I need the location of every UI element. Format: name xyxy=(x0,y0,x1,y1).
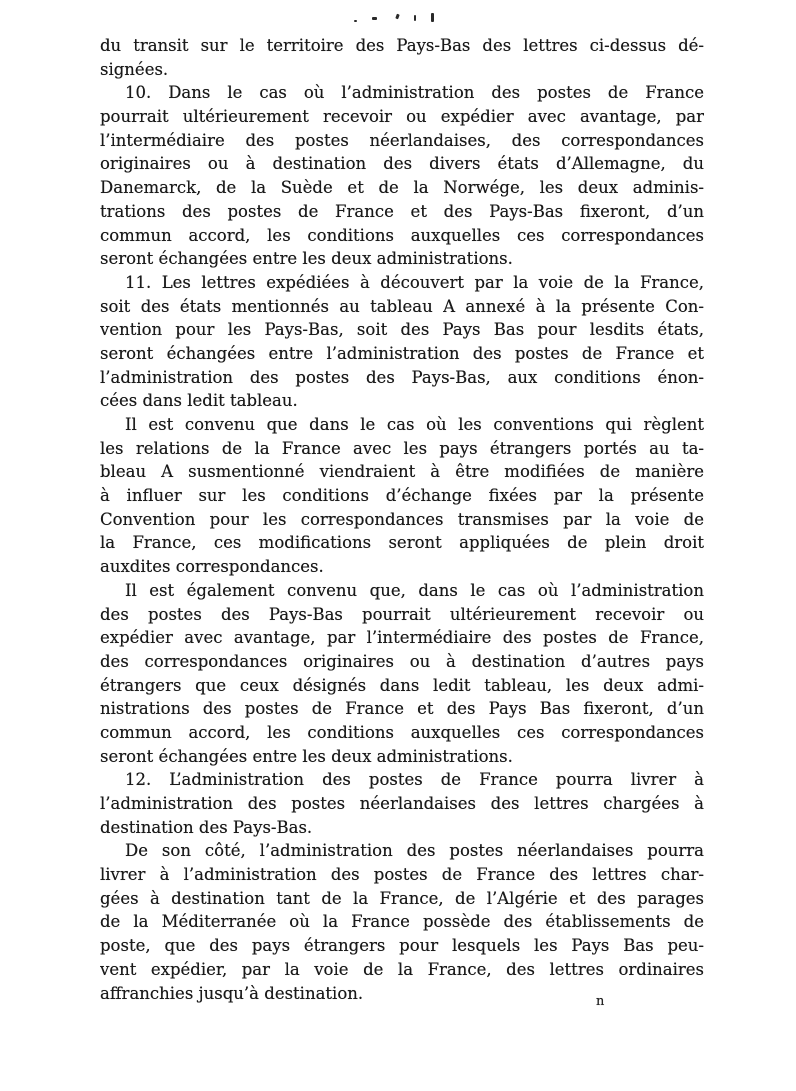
text-line: l’administration des postes des Pays-Bas, aux conditions énon- xyxy=(100,367,704,387)
text-line: livrer à l’administration des postes de France des lettres char- xyxy=(100,865,704,885)
text-line: de la Méditerranée où la France possède des établissements de xyxy=(100,912,704,932)
text-line: seront échangées entre l’administration des postes de France et xyxy=(100,343,704,363)
text-line: affranchies jusqu’à destination. xyxy=(100,983,364,1003)
text-line: du transit sur le territoire des Pays-Bas des lettres ci-dessus dé- xyxy=(100,36,704,55)
text-line: Convention pour les correspondances transmises par la voie de xyxy=(100,509,704,529)
text-line: commun accord, les conditions auxquelles ces correspondances xyxy=(100,225,704,245)
text-line: destination des Pays-Bas. xyxy=(100,817,313,837)
text-block xyxy=(100,34,704,1005)
text-line: trations des postes de France et des Pays-Bas fixeront, d’un xyxy=(100,201,704,221)
printer-signature-mark: n xyxy=(596,994,605,1009)
text-line: vention pour les Pays-Bas, soit des Pays Bas pour lesdits états, xyxy=(100,320,704,340)
text-line: Danemarck, de la Suède et de la Norwége, les deux adminis- xyxy=(100,178,704,198)
text-line: des correspondances originaires ou à destination d’autres pays xyxy=(100,651,704,671)
text-line: originaires ou à destination des divers états d’Allemagne, du xyxy=(100,154,704,174)
text-line: seront échangées entre les deux administrations. xyxy=(100,249,513,269)
text-line: la France, ces modifications seront appliquées de plein droit xyxy=(100,533,704,553)
text-line: des postes des Pays-Bas pourrait ultérieurement recevoir ou xyxy=(100,604,704,624)
text-line: expédier avec avantage, par l’intermédiaire des postes de France, xyxy=(100,628,704,648)
text-line: 11. Les lettres expédiées à découvert par la voie de la France, xyxy=(125,272,704,292)
text-line: cées dans ledit tableau. xyxy=(100,391,298,411)
ink-speck xyxy=(414,15,416,21)
text-line: gées à destination tant de la France, de l’Algérie et des parages xyxy=(100,888,704,908)
text-line: auxdites correspondances. xyxy=(100,557,324,577)
ink-speck xyxy=(395,14,400,20)
text-line: commun accord, les conditions auxquelles ces correspondances xyxy=(100,722,704,742)
text-line: soit des états mentionnés au tableau A annexé à la présente Con- xyxy=(100,296,704,316)
text-line: l’intermédiaire des postes néerlandaises, des correspondances xyxy=(100,130,704,150)
text-line: l’administration des postes néerlandaises des lettres chargées à xyxy=(100,794,704,813)
ink-speck xyxy=(372,17,377,20)
text-line: nistrations des postes de France et des Pays Bas fixeront, d’un xyxy=(100,699,704,719)
text-line: De son côté, l’administration des postes néerlandaises pourra xyxy=(125,841,704,861)
ink-speck xyxy=(354,20,357,22)
text-line: Il est également convenu que, dans le cas où l’administration xyxy=(125,580,704,600)
text-line: à influer sur les conditions d’échange fixées par la présente xyxy=(100,486,704,506)
text-line: poste, que des pays étrangers pour lesquels les Pays Bas peu- xyxy=(100,936,704,956)
text-line: étrangers que ceux désignés dans ledit tableau, les deux admi- xyxy=(100,675,704,695)
text-line: Il est convenu que dans le cas où les conventions qui règlent xyxy=(125,415,704,434)
text-line: les relations de la France avec les pays étrangers portés au ta- xyxy=(100,438,704,458)
text-line: vent expédier, par la voie de la France, des lettres ordinaires xyxy=(100,959,704,979)
text-line: signées. xyxy=(100,59,169,79)
text-line: seront échangées entre les deux administrations. xyxy=(100,746,513,766)
text-line: bleau A susmentionné viendraient à être modifiées de manière xyxy=(100,462,704,482)
text-line: 12. L’administration des postes de France pourra livrer à xyxy=(125,770,704,790)
text-line: pourrait ultérieurement recevoir ou expédier avec avantage, par xyxy=(100,107,704,127)
text-line: 10. Dans le cas où l’administration des postes de France xyxy=(125,83,704,103)
ink-speck xyxy=(431,13,434,22)
